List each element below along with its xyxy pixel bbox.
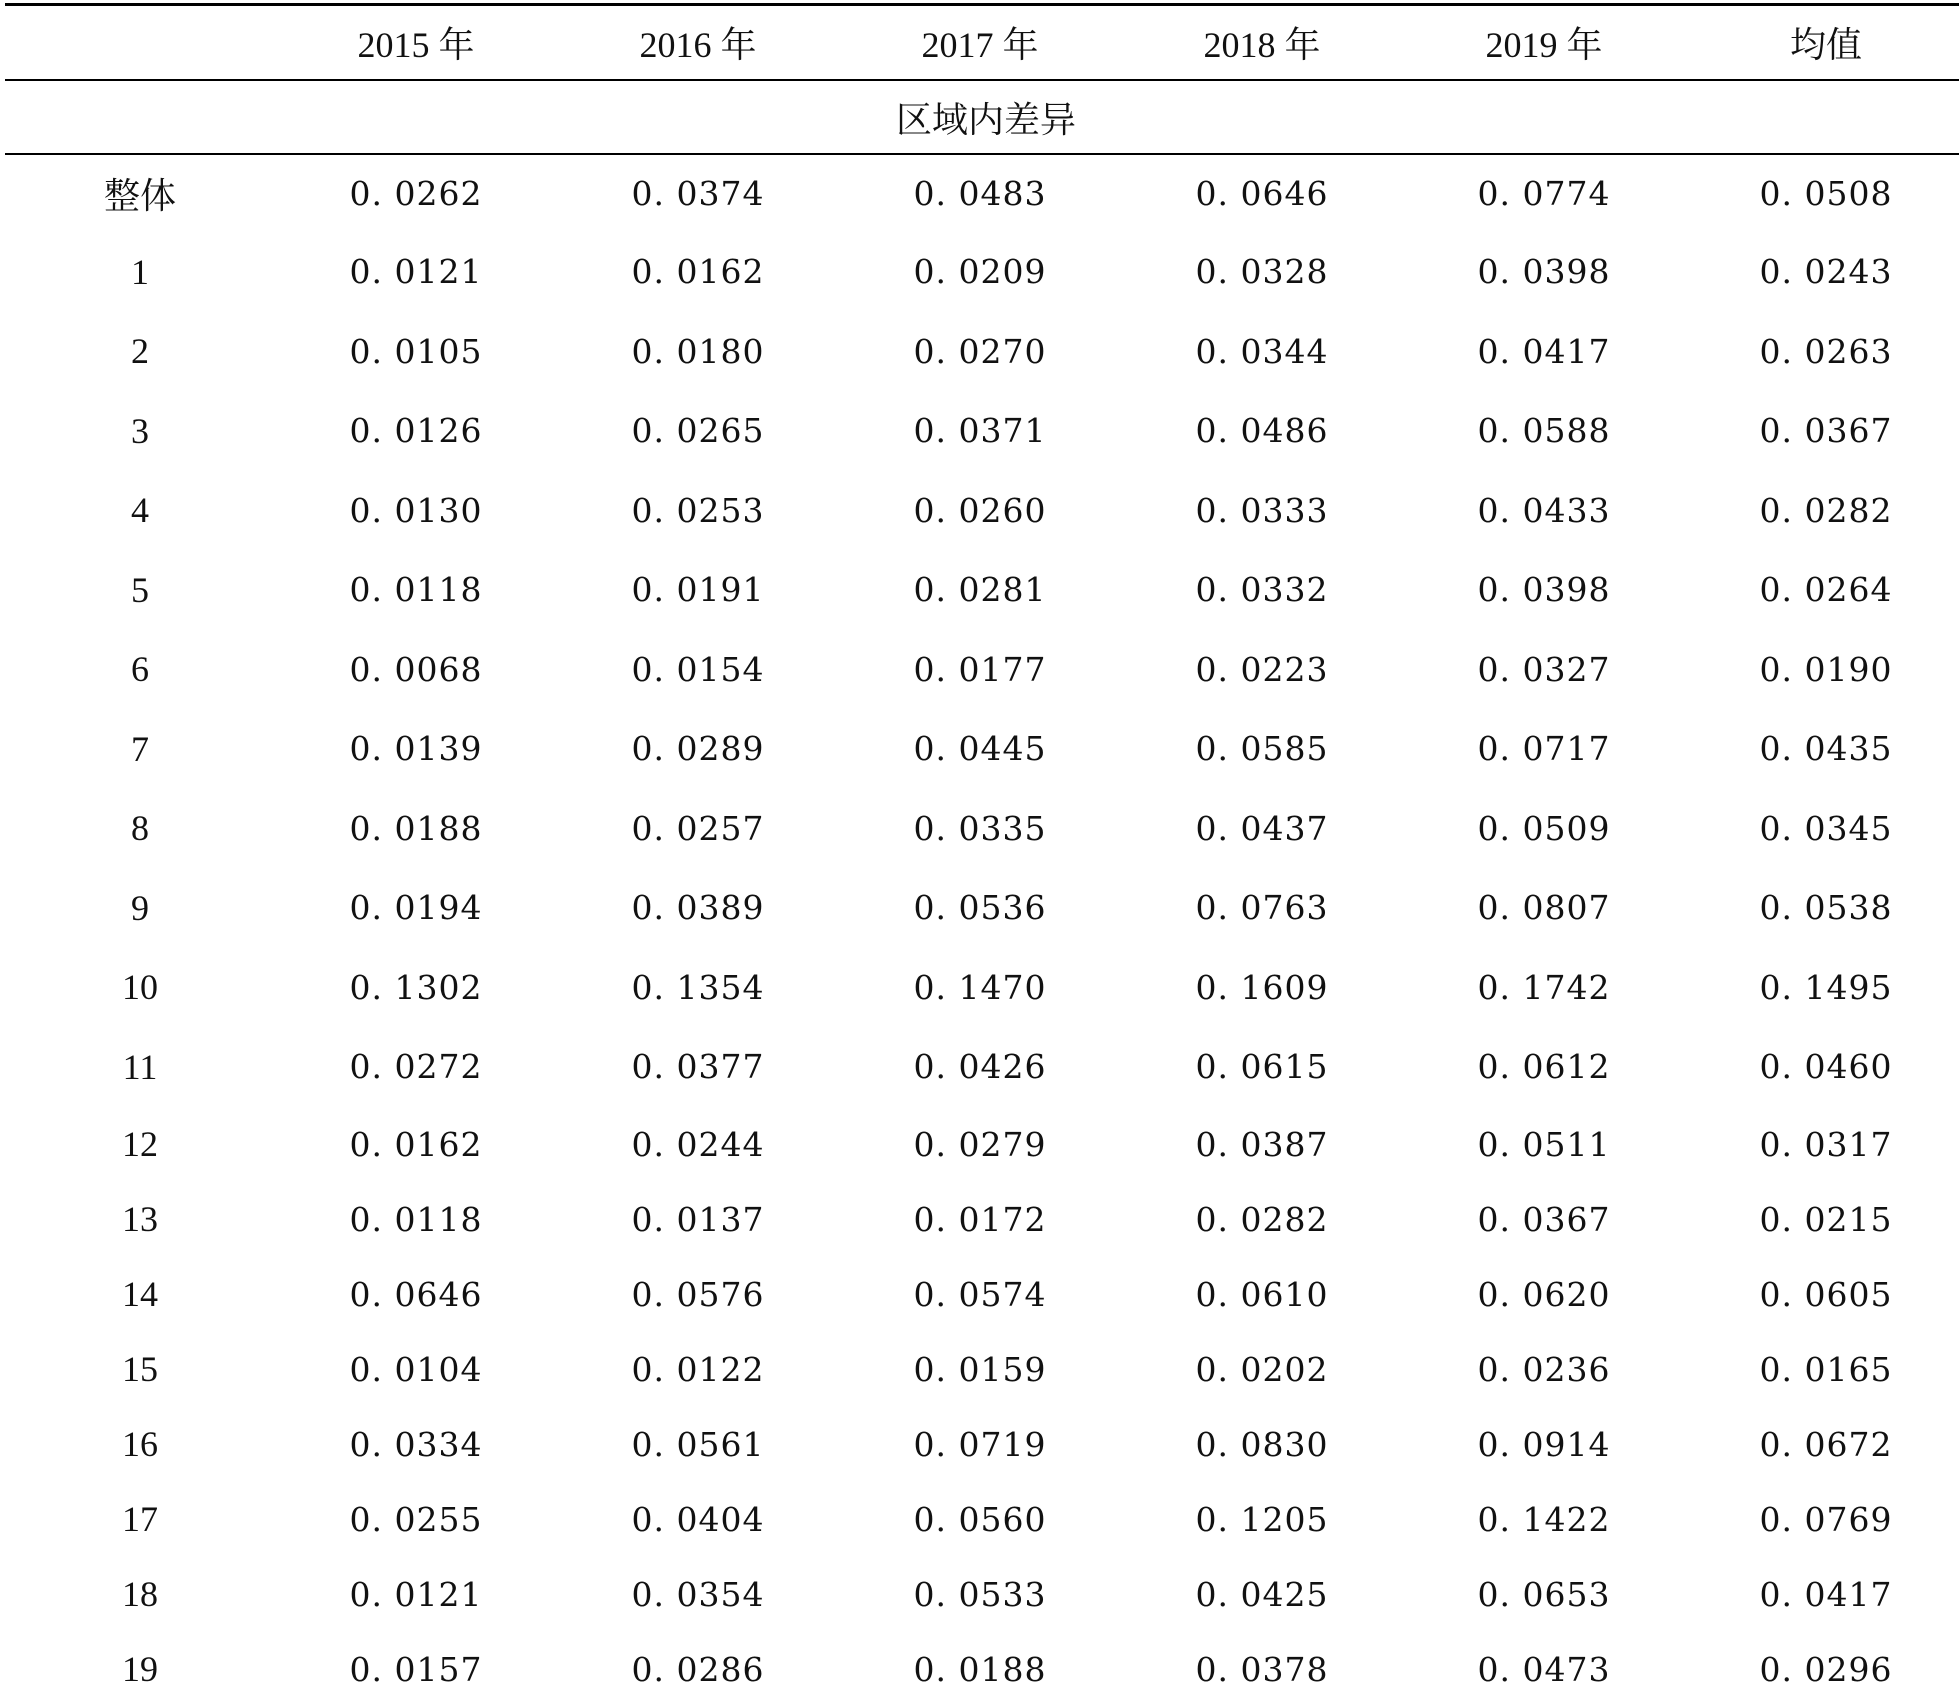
value-cell: 0. 0473 [1477, 1649, 1611, 1689]
value-cell: 0. 0260 [913, 490, 1047, 530]
value-cell: 0. 0137 [631, 1199, 765, 1239]
value-cell: 0. 1354 [631, 967, 765, 1007]
row-label-cell: 2 [131, 331, 149, 372]
value-cell: 0. 0719 [913, 1424, 1047, 1464]
value-cell: 0. 0610 [1195, 1274, 1329, 1314]
value-cell: 0. 0354 [631, 1574, 765, 1614]
table-row [5, 1027, 1959, 1107]
section-header-row [5, 80, 1959, 154]
section-title: 区域内差异 [5, 80, 1959, 154]
row-label-cell: 7 [131, 728, 149, 769]
value-cell: 0. 0615 [1195, 1047, 1329, 1087]
row-label-cell: 8 [131, 808, 149, 849]
value-cell: 0. 0387 [1195, 1124, 1329, 1164]
regional-difference-table [5, 3, 1959, 1707]
value-cell: 0. 0191 [631, 570, 765, 610]
value-cell: 0. 1422 [1477, 1499, 1611, 1539]
value-cell: 0. 0561 [631, 1424, 765, 1464]
table-row [5, 1557, 1959, 1632]
value-cell: 0. 0437 [1195, 808, 1329, 848]
value-cell: 0. 0653 [1477, 1574, 1611, 1614]
value-cell: 0. 0243 [1759, 252, 1893, 292]
column-header-2016: 2016 年 [557, 5, 839, 81]
value-cell: 0. 0215 [1759, 1199, 1893, 1239]
value-cell: 0. 0289 [631, 729, 765, 769]
value-cell: 0. 0244 [631, 1124, 765, 1164]
value-cell: 0. 0202 [1195, 1349, 1329, 1389]
value-cell: 0. 0328 [1195, 252, 1329, 292]
value-cell: 0. 0327 [1477, 649, 1611, 689]
value-cell: 0. 0374 [631, 174, 765, 213]
value-cell: 0. 0404 [631, 1499, 765, 1539]
column-header-2017: 2017 年 [839, 5, 1121, 81]
table-row [5, 1182, 1959, 1257]
value-cell: 0. 1205 [1195, 1499, 1329, 1539]
value-cell: 0. 0509 [1477, 808, 1611, 848]
row-label-cell: 18 [122, 1574, 158, 1614]
table-row [5, 550, 1959, 630]
value-cell: 0. 0435 [1759, 729, 1893, 769]
value-cell: 0. 0612 [1477, 1047, 1611, 1087]
value-cell: 0. 0576 [631, 1274, 765, 1314]
value-cell: 0. 0296 [1759, 1649, 1893, 1689]
value-cell: 0. 0332 [1195, 570, 1329, 610]
column-header-2019: 2019 年 [1403, 5, 1685, 81]
value-cell: 0. 0162 [349, 1124, 483, 1164]
value-cell: 0. 0335 [913, 808, 1047, 848]
value-cell: 0. 0536 [913, 888, 1047, 928]
value-cell: 0. 0265 [631, 411, 765, 451]
value-cell: 0. 0585 [1195, 729, 1329, 769]
value-cell: 0. 0130 [349, 490, 483, 530]
value-cell: 0. 0165 [1759, 1349, 1893, 1389]
value-cell: 0. 0483 [913, 174, 1047, 213]
value-cell: 0. 0317 [1759, 1124, 1893, 1164]
value-cell: 0. 0398 [1477, 252, 1611, 292]
row-label-cell: 15 [122, 1349, 158, 1389]
value-cell: 0. 0188 [349, 808, 483, 848]
value-cell: 0. 0126 [349, 411, 483, 451]
value-cell: 0. 0417 [1477, 331, 1611, 371]
value-cell: 0. 0367 [1759, 411, 1893, 451]
value-cell: 0. 0118 [349, 1199, 483, 1239]
data-table-container [5, 3, 1959, 1707]
value-cell: 0. 0286 [631, 1649, 765, 1689]
value-cell: 0. 0172 [913, 1199, 1047, 1239]
value-cell: 0. 0914 [1477, 1424, 1611, 1464]
table-row [5, 948, 1959, 1028]
value-cell: 0. 0334 [349, 1424, 483, 1464]
value-cell: 0. 0377 [631, 1047, 765, 1087]
corner-header-cell [5, 5, 275, 81]
value-cell: 0. 0830 [1195, 1424, 1329, 1464]
value-cell: 0. 0270 [913, 331, 1047, 371]
value-cell: 0. 0105 [349, 331, 483, 371]
row-label-cell: 17 [122, 1499, 158, 1539]
row-label-cell: 16 [122, 1424, 158, 1464]
table-row [5, 232, 1959, 312]
value-cell: 0. 0508 [1759, 174, 1893, 213]
value-cell: 0. 0672 [1759, 1424, 1893, 1464]
row-label-cell: 10 [122, 967, 158, 1008]
value-cell: 0. 0345 [1759, 808, 1893, 848]
value-cell: 0. 0282 [1759, 490, 1893, 530]
row-label-cell: 5 [131, 569, 149, 610]
value-cell: 0. 1495 [1759, 967, 1893, 1007]
value-cell: 0. 0511 [1477, 1124, 1611, 1164]
row-label-cell: 11 [122, 1046, 158, 1087]
table-row [5, 471, 1959, 551]
value-cell: 0. 0122 [631, 1349, 765, 1389]
value-cell: 0. 0445 [913, 729, 1047, 769]
value-cell: 0. 0807 [1477, 888, 1611, 928]
table-row [5, 154, 1959, 232]
value-cell: 0. 0763 [1195, 888, 1329, 928]
value-cell: 0. 0417 [1759, 1574, 1893, 1614]
value-cell: 0. 0209 [913, 252, 1047, 292]
column-header-2015: 2015 年 [275, 5, 557, 81]
value-cell: 0. 0162 [631, 252, 765, 292]
value-cell: 0. 0118 [349, 570, 483, 610]
value-cell: 0. 0646 [349, 1274, 483, 1314]
row-label-cell: 6 [131, 649, 149, 690]
value-cell: 0. 0426 [913, 1047, 1047, 1087]
value-cell: 0. 0620 [1477, 1274, 1611, 1314]
table-body [5, 154, 1959, 1707]
value-cell: 0. 0264 [1759, 570, 1893, 610]
value-cell: 0. 0538 [1759, 888, 1893, 928]
value-cell: 0. 0139 [349, 729, 483, 769]
value-cell: 0. 0717 [1477, 729, 1611, 769]
row-label-cell: 整体 [103, 176, 176, 216]
value-cell: 0. 1302 [349, 967, 483, 1007]
value-cell: 0. 0154 [631, 649, 765, 689]
table-row [5, 1107, 1959, 1182]
value-cell: 0. 0177 [913, 649, 1047, 689]
value-cell: 0. 0533 [913, 1574, 1047, 1614]
table-row [5, 789, 1959, 869]
value-cell: 0. 0121 [349, 252, 483, 292]
value-cell: 0. 0159 [913, 1349, 1047, 1389]
value-cell: 0. 0398 [1477, 570, 1611, 610]
value-cell: 0. 0774 [1477, 174, 1611, 213]
row-label-cell: 9 [131, 887, 149, 928]
row-label-cell: 13 [122, 1199, 158, 1239]
value-cell: 0. 0588 [1477, 411, 1611, 451]
value-cell: 0. 1609 [1195, 967, 1329, 1007]
value-cell: 0. 0236 [1477, 1349, 1611, 1389]
row-label-cell: 1 [131, 251, 149, 292]
table-row [5, 868, 1959, 948]
value-cell: 0. 0433 [1477, 490, 1611, 530]
value-cell: 0. 0344 [1195, 331, 1329, 371]
value-cell: 0. 0272 [349, 1047, 483, 1087]
table-row [5, 1332, 1959, 1407]
row-label-cell: 4 [131, 490, 149, 531]
value-cell: 0. 0367 [1477, 1199, 1611, 1239]
value-cell: 0. 0281 [913, 570, 1047, 610]
value-cell: 0. 0104 [349, 1349, 483, 1389]
table-row [5, 630, 1959, 710]
value-cell: 0. 0180 [631, 331, 765, 371]
table-row [5, 1407, 1959, 1482]
value-cell: 0. 0425 [1195, 1574, 1329, 1614]
value-cell: 0. 0282 [1195, 1199, 1329, 1239]
value-cell: 0. 0333 [1195, 490, 1329, 530]
column-header-2018: 2018 年 [1121, 5, 1403, 81]
value-cell: 0. 0371 [913, 411, 1047, 451]
value-cell: 0. 0560 [913, 1499, 1047, 1539]
value-cell: 0. 0486 [1195, 411, 1329, 451]
value-cell: 0. 0389 [631, 888, 765, 928]
value-cell: 0. 0223 [1195, 649, 1329, 689]
row-label-cell: 3 [131, 410, 149, 451]
value-cell: 0. 0646 [1195, 174, 1329, 213]
row-label-cell: 12 [122, 1124, 158, 1164]
value-cell: 0. 0574 [913, 1274, 1047, 1314]
value-cell: 0. 0378 [1195, 1649, 1329, 1689]
value-cell: 0. 0194 [349, 888, 483, 928]
table-row [5, 391, 1959, 471]
column-header-mean: 均值 [1685, 5, 1959, 81]
value-cell: 0. 0157 [349, 1649, 483, 1689]
value-cell: 0. 0605 [1759, 1274, 1893, 1314]
value-cell: 0. 0121 [349, 1574, 483, 1614]
table-header-row [5, 5, 1959, 81]
value-cell: 0. 0253 [631, 490, 765, 530]
value-cell: 0. 0190 [1759, 649, 1893, 689]
table-row [5, 1482, 1959, 1557]
value-cell: 0. 0068 [349, 649, 483, 689]
value-cell: 0. 0279 [913, 1124, 1047, 1164]
value-cell: 0. 0263 [1759, 331, 1893, 371]
value-cell: 0. 0262 [349, 174, 483, 213]
row-label-cell: 19 [122, 1649, 158, 1689]
table-row [5, 1257, 1959, 1332]
value-cell: 0. 1470 [913, 967, 1047, 1007]
value-cell: 0. 0257 [631, 808, 765, 848]
value-cell: 0. 0460 [1759, 1047, 1893, 1087]
table-row [5, 312, 1959, 392]
table-row [5, 709, 1959, 789]
row-label-cell: 14 [122, 1274, 158, 1314]
value-cell: 0. 0255 [349, 1499, 483, 1539]
table-row [5, 1632, 1959, 1707]
value-cell: 0. 0769 [1759, 1499, 1893, 1539]
value-cell: 0. 0188 [913, 1649, 1047, 1689]
value-cell: 0. 1742 [1477, 967, 1611, 1007]
